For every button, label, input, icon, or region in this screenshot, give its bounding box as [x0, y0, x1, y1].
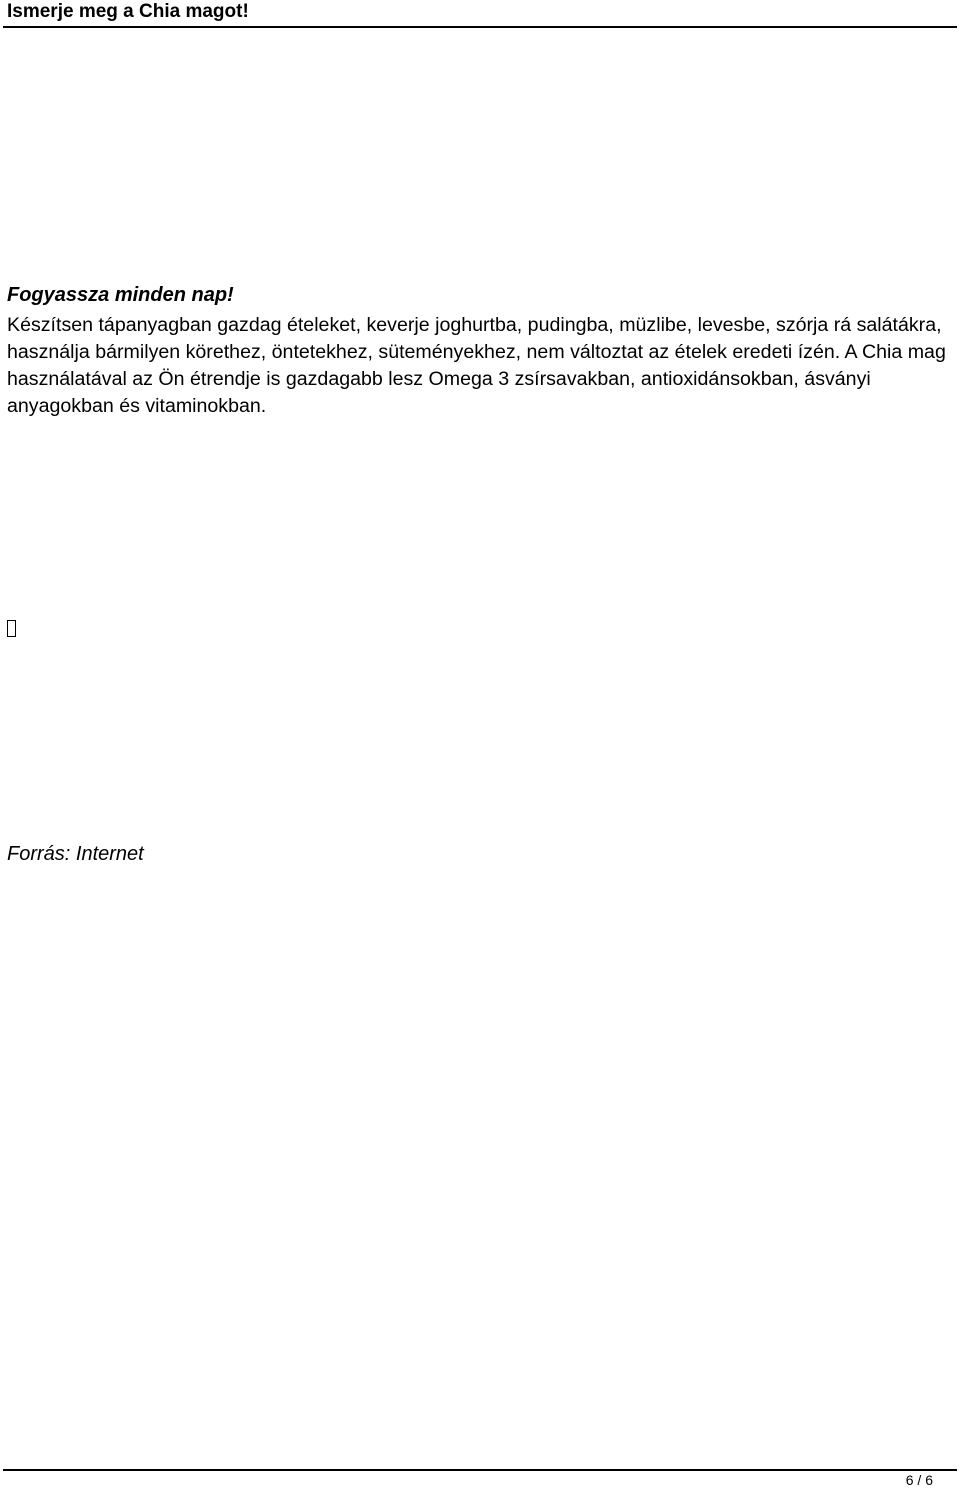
source-attribution: Forrás: Internet	[7, 843, 144, 865]
section-subheading: Fogyassza minden nap!	[7, 284, 234, 306]
page-number: 6 / 6	[905, 1472, 933, 1488]
missing-glyph-icon	[7, 620, 16, 637]
page-header	[3, 0, 957, 28]
page-footer	[3, 1469, 957, 1489]
document-title: Ismerje meg a Chia magot!	[7, 1, 249, 22]
body-paragraph: Készítsen tápanyagban gazdag ételeket, keverje joghurtba, pudingba, müzlibe, levesbe, szórja rá salátákra, használja bármilyen körethez, öntetekhez, süteményekhez, nem változtat az ételek eredeti ízén. A Chia mag használatával az Ön étrendje is gazdagabb lesz Omega 3 zsírsavakban, antioxidánsokban, ásványi anyagokban és vitaminokban.	[7, 314, 946, 417]
